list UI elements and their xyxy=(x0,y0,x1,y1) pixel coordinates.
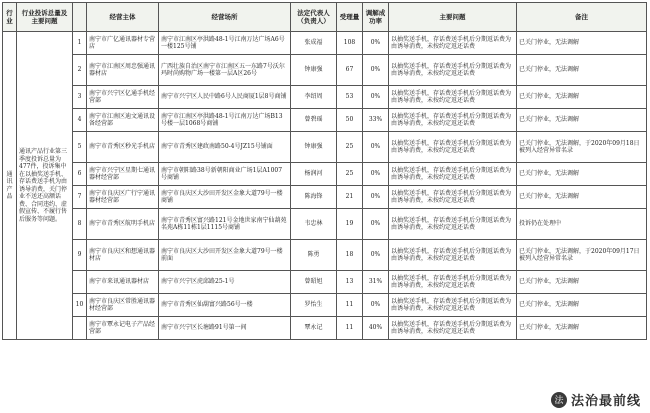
note-cell: 已关门停业，无法调解 xyxy=(517,317,647,340)
note-cell: 已关门停业，无法调解 xyxy=(517,163,647,186)
entity-cell: 南宁市良庆区广行宁通讯器材经营部 xyxy=(87,186,159,209)
index-cell: 6 xyxy=(73,163,87,186)
table-row xyxy=(3,32,647,55)
count-cell: 19 xyxy=(337,209,363,240)
rate-cell: 0% xyxy=(363,86,389,109)
note-cell: 已关门停业，无法调解，于2020年09月18日被列入经营异常名录 xyxy=(517,132,647,163)
rep-cell: 曾昭旭 xyxy=(291,271,337,294)
wechat-logo-icon: 法 xyxy=(551,392,567,408)
entity-cell: 南宁市兴宁区亿通手机经营部 xyxy=(87,86,159,109)
header-count: 受理量 xyxy=(337,3,363,32)
index-cell: 8 xyxy=(73,209,87,240)
rep-cell: 韦忠林 xyxy=(291,209,337,240)
header-row xyxy=(3,3,647,32)
index-cell xyxy=(73,317,87,340)
index-cell: 7 xyxy=(73,186,87,209)
rate-cell: 0% xyxy=(363,294,389,317)
rate-cell: 31% xyxy=(363,271,389,294)
rate-cell: 0% xyxy=(363,163,389,186)
rate-cell: 0% xyxy=(363,132,389,163)
count-cell: 13 xyxy=(337,271,363,294)
rep-cell: 李绍周 xyxy=(291,86,337,109)
location-cell: 南宁市兴宁区长塘路91号第一间 xyxy=(159,317,291,340)
index-cell: 4 xyxy=(73,109,87,132)
complaint-table xyxy=(2,2,647,340)
rep-cell: 钟康强 xyxy=(291,132,337,163)
location-cell: 南宁市良庆区大沙田开发区金象大道79号一楼前面 xyxy=(159,240,291,271)
location-cell: 南宁市朝阳路38号新朝阳商业广场1层A1007号商铺 xyxy=(159,163,291,186)
header-note: 备注 xyxy=(517,3,647,32)
table-row xyxy=(3,209,647,240)
index-cell: 1 xyxy=(73,32,87,55)
industry-cell: 通讯产品 xyxy=(3,32,17,340)
issue-cell: 以抽奖送手机，存话费送手机后分期返话费为由诱导消费，未按约定返还话费 xyxy=(389,32,517,55)
index-cell: 3 xyxy=(73,86,87,109)
rate-cell: 0% xyxy=(363,32,389,55)
rate-cell: 0% xyxy=(363,186,389,209)
rate-cell: 40% xyxy=(363,317,389,340)
entity-cell: 南宁市青秀区航明手机店 xyxy=(87,209,159,240)
issue-cell: 以抽奖送手机，存话费送手机后分期返话费为由诱导消费，未按约定返还话费 xyxy=(389,186,517,209)
table-row xyxy=(3,109,647,132)
location-cell: 南宁市江南区亭洪路48-1号江南万达广场B13号楼一层1068号商铺 xyxy=(159,109,291,132)
entity-cell: 南宁市广亿通讯器材专营店 xyxy=(87,32,159,55)
issue-cell: 以抽奖送手机，存话费送手机后分期返话费为由诱导消费，未按约定返还话费 xyxy=(389,209,517,240)
count-cell: 50 xyxy=(337,109,363,132)
rep-cell: 陈海锋 xyxy=(291,186,337,209)
count-cell: 18 xyxy=(337,240,363,271)
table-row xyxy=(3,163,647,186)
table-row xyxy=(3,240,647,271)
table-body xyxy=(3,32,647,340)
note-cell: 已关门停业，无法调解 xyxy=(517,109,647,132)
entity-cell: 南宁市兴宁区星期七通讯器材经营部 xyxy=(87,163,159,186)
rep-cell: 钟康强 xyxy=(291,55,337,86)
watermark-text: 法治最前线 xyxy=(570,394,641,409)
issue-cell: 以抽奖送手机，存话费送手机后分期返话费为由诱导消费，未按约定返还话费 xyxy=(389,294,517,317)
location-cell: 南宁市兴宁区人民中路6号人民商厦1层8号商铺 xyxy=(159,86,291,109)
table-row xyxy=(3,186,647,209)
count-cell: 67 xyxy=(337,55,363,86)
count-cell: 108 xyxy=(337,32,363,55)
note-cell: 已关门停业，无法调解 xyxy=(517,294,647,317)
location-cell: 南宁市兴宁区虎邱路25-1号 xyxy=(159,271,291,294)
watermark xyxy=(548,389,644,410)
entity-cell: 南宁市青秀区秒光手机店 xyxy=(87,132,159,163)
count-cell: 21 xyxy=(337,186,363,209)
note-cell: 已关门停业，无法调解 xyxy=(517,32,647,55)
issue-cell: 以抽奖送手机，存话费送手机后分期返话费为由诱导消费，未按约定返还话费 xyxy=(389,109,517,132)
table-row xyxy=(3,55,647,86)
index-cell: 5 xyxy=(73,132,87,163)
table-row xyxy=(3,86,647,109)
issue-cell: 以抽奖送手机，存话费送手机后分期返话费为由诱导消费，未按约定返还话费 xyxy=(389,240,517,271)
note-cell: 已关门停业，无法调解 xyxy=(517,186,647,209)
issue-cell: 以抽奖送手机，存话费送手机后分期返话费为由诱导消费，未按约定返还话费 xyxy=(389,132,517,163)
index-cell: 10 xyxy=(73,294,87,317)
entity-cell: 南宁市覃永记电子产品经营部 xyxy=(87,317,159,340)
header-index xyxy=(73,3,87,32)
header-summary: 行业投诉总量及主要问题 xyxy=(17,3,73,32)
entity-cell: 南宁市来讯通讯器材店 xyxy=(87,271,159,294)
header-industry: 行业 xyxy=(3,3,17,32)
location-cell: 南宁市江南区亭洪路48-1号江南万达广场A6号一楼125号铺 xyxy=(159,32,291,55)
entity-cell: 南宁市良庆区常胜通讯器材经营部 xyxy=(87,294,159,317)
entity-cell: 南宁市江南区迪文通讯设备经营部 xyxy=(87,109,159,132)
index-cell xyxy=(73,271,87,294)
location-cell: 南宁市青秀区仙葫富兴路56号一楼 xyxy=(159,294,291,317)
entity-cell: 南宁市江南区周忠强通讯器材店 xyxy=(87,55,159,86)
count-cell: 11 xyxy=(337,294,363,317)
location-cell: 南宁市青秀区富兴路121号金地世家南宁仙葫苑名苑A栋11栋1层1115号商铺 xyxy=(159,209,291,240)
rep-cell: 张成福 xyxy=(291,32,337,55)
rep-cell: 覃永记 xyxy=(291,317,337,340)
issue-cell: 以抽奖送手机，存话费送手机后分期返话费为由诱导消费，未按约定返还话费 xyxy=(389,55,517,86)
index-cell: 2 xyxy=(73,55,87,86)
note-cell: 已关门停业，无法调解 xyxy=(517,55,647,86)
note-cell: 已关门停业，无法调解 xyxy=(517,86,647,109)
location-cell: 南宁市青秀区建政南路50-4号JZ15号铺面 xyxy=(159,132,291,163)
index-cell: 9 xyxy=(73,240,87,271)
table-row xyxy=(3,132,647,163)
issue-cell: 以抽奖送手机，存话费送手机后分期返话费为由诱导消费，未按约定返还话费 xyxy=(389,86,517,109)
table-row xyxy=(3,271,647,294)
issue-cell: 以抽奖送手机，存话费送手机后分期返话费为由诱导消费，未按约定返还话费 xyxy=(389,271,517,294)
rate-cell: 0% xyxy=(363,209,389,240)
count-cell: 25 xyxy=(337,163,363,186)
note-cell: 投诉仍在处理中 xyxy=(517,209,647,240)
table-row xyxy=(3,317,647,340)
entity-cell: 南宁市良庆区和想通讯器材店 xyxy=(87,240,159,271)
rate-cell: 0% xyxy=(363,55,389,86)
note-cell: 已关门停业，无法调解，于2020年09月17日被列入经营异常名录 xyxy=(517,240,647,271)
rep-cell: 陈勇 xyxy=(291,240,337,271)
location-cell: 南宁市良庆区大沙田开发区金象大道79号一楼商铺 xyxy=(159,186,291,209)
header-rate: 调解成功率 xyxy=(363,3,389,32)
count-cell: 11 xyxy=(337,317,363,340)
header-rep: 法定代表人（负责人） xyxy=(291,3,337,32)
rate-cell: 0% xyxy=(363,240,389,271)
count-cell: 25 xyxy=(337,132,363,163)
industry-summary-cell: 通讯产品行业第三季度投诉总量为477件，投诉集中在以抽奖送手机、存话费送手机为由诱导消费，关门停业不送还高额话费、合同违约、虚假宣传、不履行售后服务等问题。 xyxy=(17,32,73,340)
count-cell: 53 xyxy=(337,86,363,109)
location-cell: 广西壮族自治区南宁市江南区五一东路7号沃尔玛时尚购物广场一楼第一层A区26号 xyxy=(159,55,291,86)
rep-cell: 杨润河 xyxy=(291,163,337,186)
header-issue: 主要问题 xyxy=(389,3,517,32)
rate-cell: 33% xyxy=(363,109,389,132)
header-entity: 经营主体 xyxy=(87,3,159,32)
note-cell: 已关门停业，无法调解 xyxy=(517,271,647,294)
issue-cell: 以抽奖送手机，存话费送手机后分期返话费为由诱导消费，未按约定返还话费 xyxy=(389,163,517,186)
issue-cell: 以抽奖送手机，存话费送手机后分期返话费为由诱导消费，未按约定返还话费 xyxy=(389,317,517,340)
table-row xyxy=(3,294,647,317)
rep-cell: 罗怡生 xyxy=(291,294,337,317)
rep-cell: 曾碧瑶 xyxy=(291,109,337,132)
header-location: 经营场所 xyxy=(159,3,291,32)
